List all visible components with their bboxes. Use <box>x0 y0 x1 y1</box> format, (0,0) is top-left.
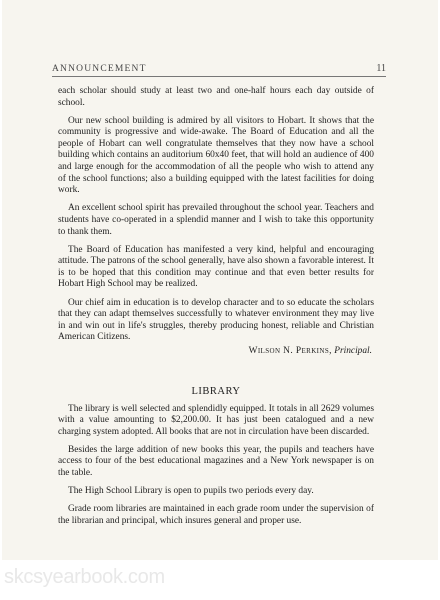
page-body <box>58 86 374 534</box>
signature <box>58 346 374 358</box>
announcement-paragraph-2: Our new school building is admired by all visitors to Hobart. It shows that the community is progressive and wide-awake. The Board of Education and all the people of Hobart can well congratulate themselves that they now have a school building which contains an auditorium 60x40 feet, that will hold an audience of 400 and large enough for the accommodation of all the people who wish to attend any of the school functions; also a building equipped with the latest facilities for doing work. <box>58 115 374 196</box>
running-title: ANNOUNCEMENT <box>52 64 147 74</box>
site-watermark: skcsyearbook.com <box>4 566 165 588</box>
yearbook-page <box>2 0 438 560</box>
library-paragraph-3: The High School Library is open to pupils two periods every day. <box>68 486 314 497</box>
library-paragraph-4: Grade room libraries are maintained in each grade room under the supervision of the librarian and principal, which insures general and proper use. <box>58 504 374 526</box>
page-number: 11 <box>376 63 386 74</box>
signature-name: Wilson N. Perkins, <box>248 346 332 357</box>
announcement-paragraph-3: An excellent school spirit has prevailed throughout the school year. Teachers and students have co-operated in a splendid manner and I wish to take this opportunity to thank them. <box>58 203 374 237</box>
library-heading: LIBRARY <box>191 385 241 397</box>
announcement-paragraph-1: each scholar should study at least two and one-half hours each day outside of school. <box>58 86 374 108</box>
header-rule <box>52 76 386 77</box>
library-paragraph-2: Besides the large addition of new books this year, the pupils and teachers have access to four of the best educational magazines and a New York newspaper is on the table. <box>58 444 374 479</box>
page-header <box>52 62 386 74</box>
announcement-paragraph-5: Our chief aim in education is to develop character and to so educate the scholars that they can adapt themselves successfully to whatever environment they may live in and win out in life's struggles, thereby producing honest, reliable and Christian American Citizens. <box>58 297 374 343</box>
announcement-paragraph-4: The Board of Education has manifested a very kind, helpful and encouraging attitude. The patrons of the school generally, have also shown a favorable interest. It is to be hoped that this condition may continue and that even better results for Hobart High School may be realized. <box>58 244 374 290</box>
library-paragraph-1: The library is well selected and splendidly equipped. It totals in all 2629 volumes with a value amounting to $2,200.00. It has just been catalogued and a new charging system adopted. All books that are not in circulation have been discarded. <box>58 403 374 437</box>
signature-title: Principal. <box>334 346 372 357</box>
